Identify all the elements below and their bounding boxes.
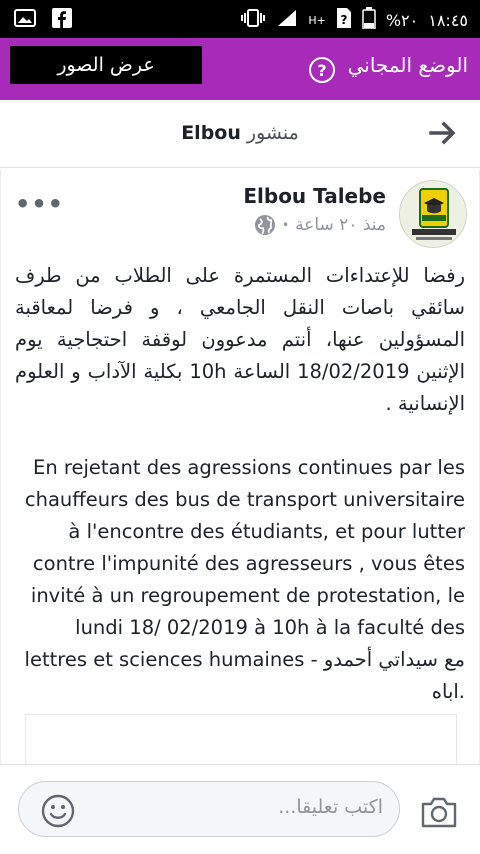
comment-bar [0,764,480,854]
camera-icon[interactable] [420,795,458,829]
free-mode-label: الوضع المجاني [347,53,468,77]
help-icon[interactable]: ? [309,57,335,83]
page-header [0,100,480,168]
post-text-french: En rejetant des agressions continues par les chauffeurs des bus de transport universitaire à l'encontre des étudiants, et pour lutter contre l'impunité des agresseurs , vous êtes invité à un regroupement de protestation, le lundi 18/ 02/2019 à 10h à la faculté des lettres et sciences humaines - مع سيداتي أحمدو اباه. [24,456,465,703]
post-text-arabic: رفضا للإعتداءات المستمرة على الطلاب من طرف سائقي باصات النقل الجامعي ، و فرضا لمعاقبة المسؤولين عنها، أنتم مدعوون لوقفة احتجاجية يوم الإثنين 18/02/2019 الساعة 10h بكلية الآداب و العلوم الإنسانية . [15,264,465,415]
page-title [0,122,480,144]
battery-icon [362,7,376,33]
post-author[interactable]: Elbou Talebe [243,184,386,208]
avatar[interactable] [399,180,467,248]
post-time: منذ ٢٠ ساعة [295,215,386,235]
emoji-icon[interactable] [41,794,75,828]
clock: ١٨:٤٥ [428,10,468,30]
comment-input[interactable] [18,781,400,837]
more-options-icon[interactable]: ••• [15,190,65,218]
back-arrow-icon[interactable] [428,118,458,148]
post-meta [254,214,386,236]
attachment-preview[interactable] [25,714,457,770]
battery-percent: %٢٠ [385,10,419,30]
globe-icon [254,214,276,236]
post-card [0,170,480,770]
facebook-icon [52,8,72,32]
signal-icon [276,8,298,32]
image-icon [14,9,36,31]
view-photos-button[interactable]: عرض الصور [10,46,202,84]
free-mode-bar [0,38,480,100]
page-title-prefix: منشور [246,122,299,144]
page-title-name: Elbou [181,122,241,144]
svg-text:?: ? [340,13,348,27]
sim-unknown-icon [336,7,352,33]
vibrate-icon [240,8,266,32]
comment-placeholder: اكتب تعليقا... [278,796,383,818]
network-type: H+ [308,13,326,27]
status-bar [0,0,480,38]
meta-separator: • [281,218,290,232]
